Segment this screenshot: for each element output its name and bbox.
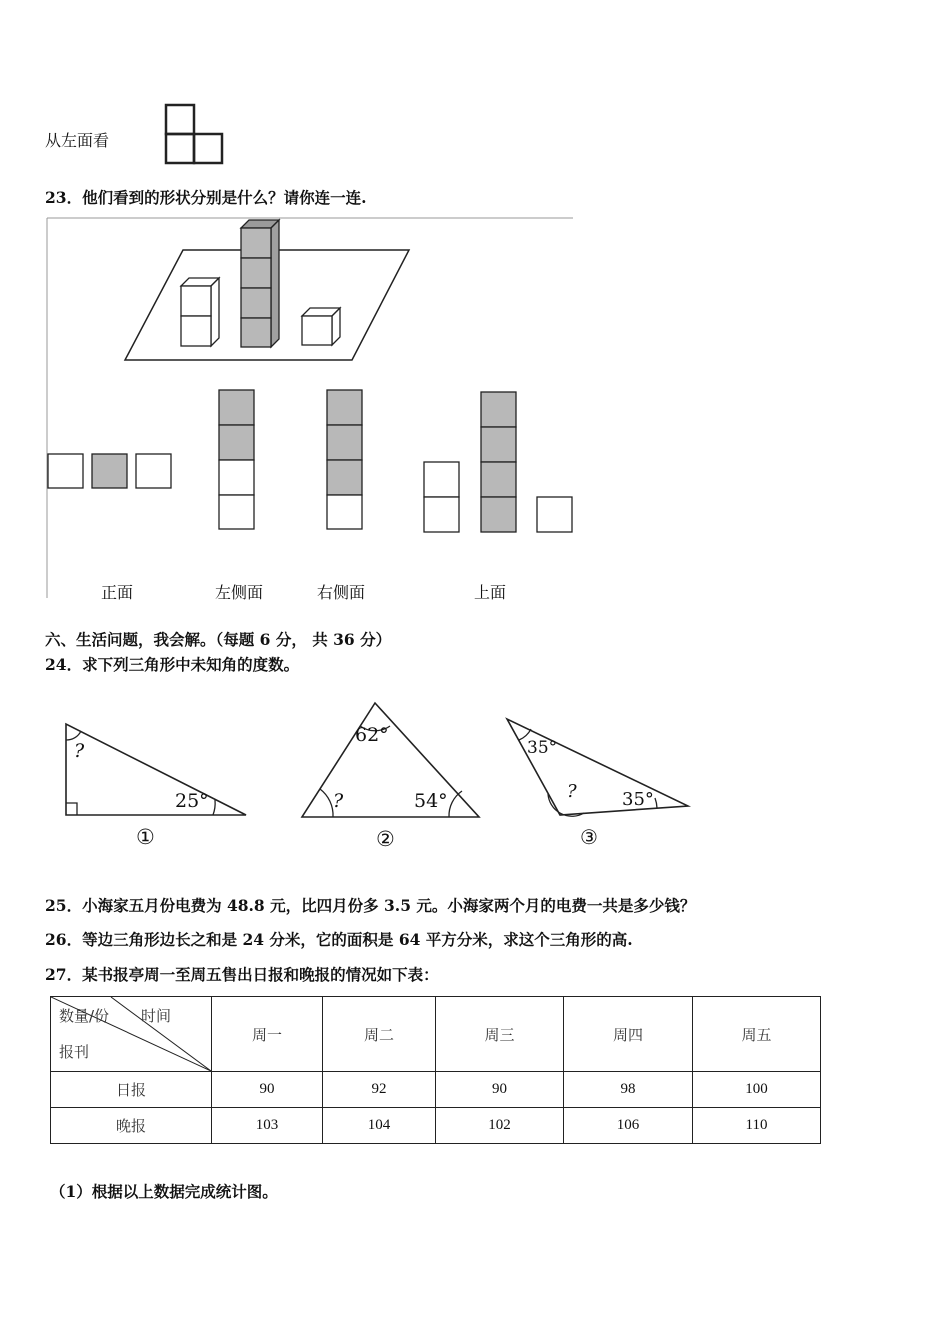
t1-unknown: ? [74, 740, 85, 762]
t2-top-angle: 62° [355, 724, 389, 746]
view-label-front: 正面 [101, 583, 134, 602]
table-row [51, 1108, 821, 1144]
table-cell: 103 [212, 1108, 323, 1144]
t3-angle: 35° [622, 789, 654, 810]
table-cell: 104 [323, 1108, 436, 1144]
table-cell: 90 [436, 1072, 564, 1108]
t2-unknown: ? [333, 790, 344, 812]
t2-angle: 54° [414, 790, 448, 812]
t3-top-angle: 35° [527, 738, 558, 758]
table-cell: 102 [436, 1108, 564, 1144]
t2-number: ② [376, 827, 395, 851]
sales-table [50, 996, 821, 1144]
corner-time: 时间 [141, 1007, 172, 1025]
t3-unknown: ? [567, 781, 577, 802]
table-cell: 98 [564, 1072, 693, 1108]
t1-number: ① [136, 825, 155, 849]
row-label: 日报 [51, 1072, 212, 1108]
question-27-1: （1）根据以上数据完成统计图。 [50, 1182, 278, 1201]
question-24: 24．求下列三角形中未知角的度数。 [45, 655, 300, 674]
section-6-title: 六、生活问题，我会解。（每题 6 分， 共 36 分） [45, 630, 392, 649]
view-label-top: 上面 [474, 583, 507, 602]
table-cell: 92 [323, 1072, 436, 1108]
corner-cell [51, 997, 212, 1072]
day-header: 周四 [564, 997, 693, 1072]
corner-item: 报刊 [59, 1043, 90, 1061]
question-26: 26．等边三角形边长之和是 24 分米，它的面积是 64 平方分米，求这个三角形的高. [45, 930, 633, 949]
day-header: 周一 [212, 997, 323, 1072]
question-23: 23．他们看到的形状分别是什么？请你连一连. [45, 188, 367, 207]
t1-angle: 25° [175, 790, 209, 812]
table-cell: 106 [564, 1108, 693, 1144]
row-label: 晚报 [51, 1108, 212, 1144]
table-row [51, 1072, 821, 1108]
view-label-left: 左侧面 [215, 583, 264, 602]
day-header: 周二 [323, 997, 436, 1072]
view-label-right: 右侧面 [317, 583, 366, 602]
t3-number: ③ [580, 825, 598, 849]
left-view-label: 从左面看 [45, 131, 110, 150]
table-header-row [51, 997, 821, 1072]
table-cell: 90 [212, 1072, 323, 1108]
day-header: 周五 [693, 997, 821, 1072]
table-cell: 100 [693, 1072, 821, 1108]
day-header: 周三 [436, 997, 564, 1072]
table-cell: 110 [693, 1108, 821, 1144]
question-25: 25．小海家五月份电费为 48.8 元，比四月份多 3.5 元。小海家两个月的电费一共是多少钱？ [45, 896, 696, 915]
corner-qty: 数量/份 [59, 1007, 110, 1025]
question-27: 27．某书报亭周一至周五售出日报和晚报的情况如下表： [45, 965, 439, 984]
